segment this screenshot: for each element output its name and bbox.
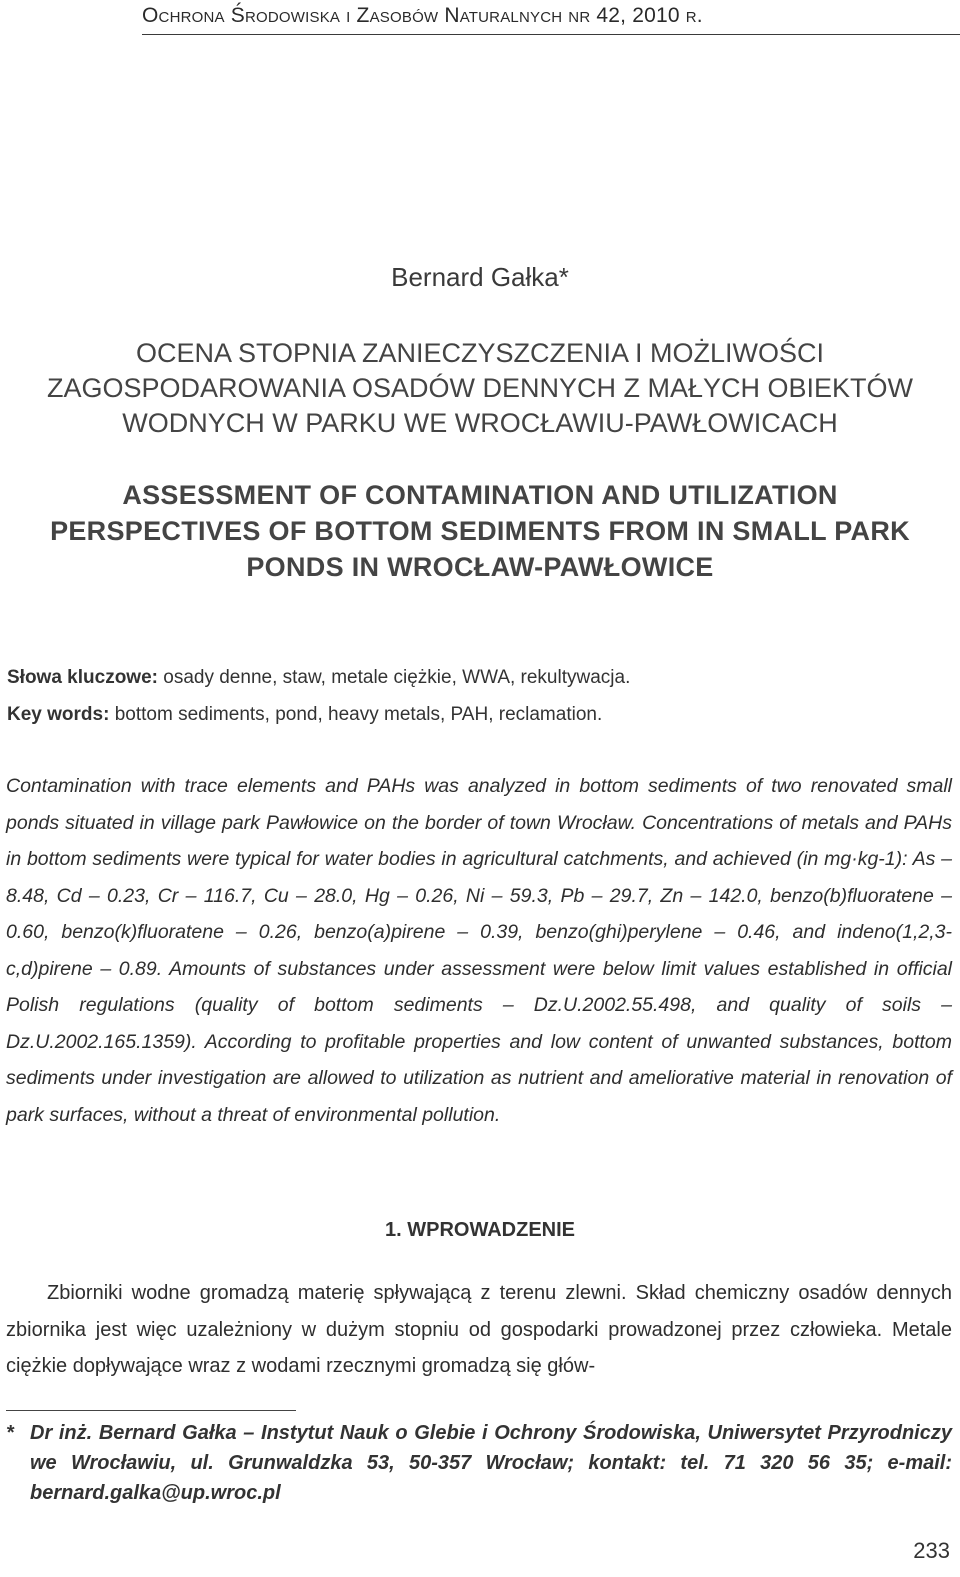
journal-running-head: Ochrona Środowiska i Zasobów Naturalnych nr 42, 2010 r. [142,4,703,27]
keywords-polish-label: Słowa kluczowe: [7,667,158,688]
footnote-rule [6,1410,296,1411]
keywords-english [7,704,602,726]
page-number: 233 [913,1538,950,1563]
author-footnote [6,1418,952,1508]
footnote-text: Dr inż. Bernard Gałka – Instytut Nauk o Glebie i Ochrony Środowiska, Uniwersytet Przyrodniczy we Wrocławiu, ul. Grunwaldzka 53, 50-357 Wrocław; kontakt: tel. 71 320 56 35; e-mail: bernard.galka@up.wroc.pl [30,1422,952,1504]
footnote-mark: * [6,1422,14,1444]
keywords-english-text: bottom sediments, pond, heavy metals, PAH, reclamation. [109,704,603,725]
title-english: ASSESSMENT OF CONTAMINATION AND UTILIZATION PERSPECTIVES OF BOTTOM SEDIMENTS FROM IN SMALL PARK PONDS IN WROCŁAW-PAWŁOWICE [50,480,910,582]
abstract: Contamination with trace elements and PAHs was analyzed in bottom sediments of two renovated small ponds situated in village park Pawłowice on the border of town Wrocław. Concentrations of metals and PAHs in bottom sediments were typical for water bodies in agricultural catchments, and achieved (in mg·kg-1): As – 8.48, Cd – 0.23, Cr – 116.7, Cu – 28.0, Hg – 0.26, Ni – 59.3, Pb – 29.7, Zn – 142.0, benzo(b)fluoratene – 0.60, benzo(k)fluoratene – 0.26, benzo(a)pirene – 0.39, benzo(ghi)perylene – 0.46, and indeno(1,2,3-c,d)pirene – 0.89. Amounts of substances under assessment were below limit values established in official Polish regulations (quality of bottom sediments – Dz.U.2002.55.498, and quality of soils – Dz.U.2002.165.1359). According to profitable properties and low content of unwanted substances, bottom sediments under investigation are allowed to utilization as nutrient and ameliorative material in renovation of park surfaces, without a threat of environmental pollution. [6,775,952,1126]
introduction-paragraph: Zbiorniki wodne gromadzą materię spływającą z terenu zlewni. Skład chemiczny osadów dennych zbiornika jest więc uzależniony w dużym stopniu od gospodarki prowadzonej przez człowieka. Metale ciężkie dopływające wraz z wodami rzecznymi gromadzą się głów- [6,1282,952,1377]
title-polish: OCENA STOPNIA ZANIECZYSZCZENIA I MOŻLIWOŚCI ZAGOSPODAROWANIA OSADÓW DENNYCH Z MAŁYCH OBIEKTÓW WODNYCH W PARKU WE WROCŁAWIU-PAWŁOWICACH [46,338,914,438]
author-name: Bernard Gałka* [391,262,569,292]
keywords-english-label: Key words: [7,704,110,725]
header-rule [142,34,960,35]
keywords-polish-text: osady denne, staw, metale ciężkie, WWA, rekultywacja. [157,667,631,688]
section-heading-introduction: 1. WPROWADZENIE [384,1219,575,1241]
keywords-polish [7,667,630,689]
